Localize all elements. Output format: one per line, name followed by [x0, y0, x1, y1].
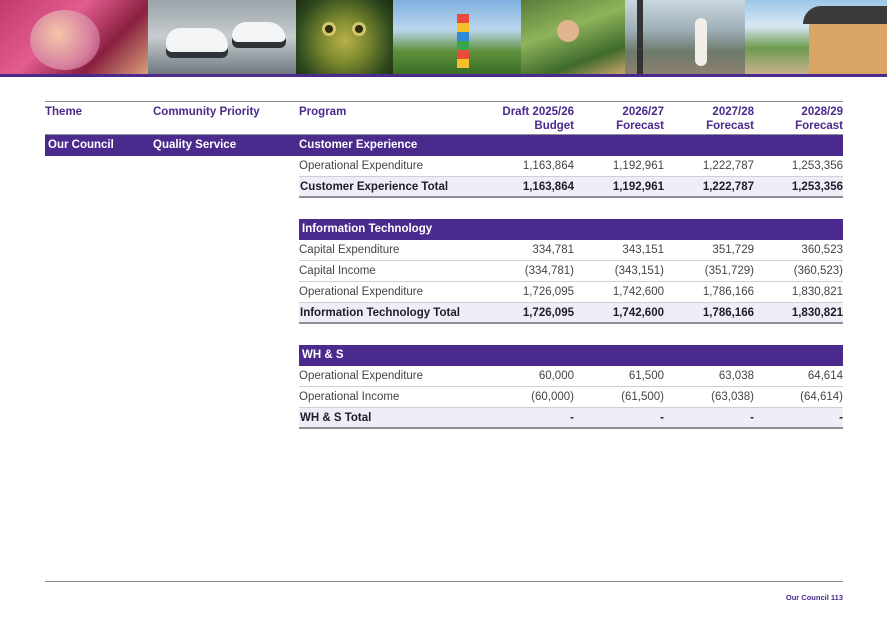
- total-row-customer-experience: [299, 177, 843, 198]
- value-2026-forecast: (343,151): [614, 265, 664, 277]
- total-2027-forecast: 1,786,166: [702, 307, 754, 319]
- column-header-2026-line1: 2026/27: [622, 106, 664, 118]
- column-header-2028-line1: 2028/29: [801, 106, 843, 118]
- value-draft-budget: (60,000): [531, 391, 574, 403]
- column-header-theme: Theme: [45, 106, 83, 118]
- value-2028-forecast: (360,523): [793, 265, 843, 277]
- community-gardening-photo: [521, 0, 625, 74]
- cafe-building-photo: [745, 0, 887, 74]
- column-header-2028-forecast: [754, 105, 843, 133]
- table-row: [299, 387, 843, 408]
- value-2027-forecast: 1,222,787: [702, 160, 754, 172]
- row-label: Operational Expenditure: [299, 286, 424, 298]
- total-label: WH & S Total: [300, 412, 372, 424]
- value-2028-forecast: (64,614): [800, 391, 843, 403]
- total-2026-forecast: 1,192,961: [612, 181, 664, 193]
- program-label-customer-experience: Customer Experience: [299, 139, 418, 151]
- community-priority-label: Quality Service: [153, 139, 237, 151]
- value-draft-budget: 334,781: [532, 244, 574, 256]
- column-header-program: Program: [299, 106, 347, 118]
- total-2026-forecast: -: [660, 412, 664, 424]
- column-header-2026-line2: Forecast: [616, 120, 664, 132]
- column-header-community-priority: Community Priority: [153, 106, 260, 118]
- header-photo-strip: [0, 0, 887, 74]
- row-label: Operational Income: [299, 391, 400, 403]
- row-label: Capital Expenditure: [299, 244, 400, 256]
- total-row-whs: [299, 408, 843, 429]
- section-bar-whs: [299, 345, 843, 366]
- column-header-draft-line2: Budget: [534, 120, 574, 132]
- header-accent-band: [0, 74, 887, 77]
- footer-rule: [45, 581, 843, 582]
- total-label: Customer Experience Total: [300, 181, 449, 193]
- value-draft-budget: (334,781): [524, 265, 574, 277]
- row-label: Operational Expenditure: [299, 160, 424, 172]
- total-2026-forecast: 1,742,600: [612, 307, 664, 319]
- row-label: Operational Expenditure: [299, 370, 424, 382]
- total-draft-budget: 1,726,095: [522, 307, 574, 319]
- column-header-2027-line1: 2027/28: [712, 106, 754, 118]
- column-header-2027-forecast: [664, 105, 754, 133]
- value-2027-forecast: 1,786,166: [702, 286, 754, 298]
- value-2028-forecast: 64,614: [807, 370, 843, 382]
- value-2027-forecast: 351,729: [712, 244, 754, 256]
- value-2027-forecast: 63,038: [718, 370, 754, 382]
- value-2027-forecast: (351,729): [704, 265, 754, 277]
- value-2028-forecast: 360,523: [801, 244, 843, 256]
- value-2026-forecast: 343,151: [622, 244, 664, 256]
- total-draft-budget: -: [570, 412, 574, 424]
- electric-cars-carpark-photo: [148, 0, 296, 74]
- column-header-draft-line1: Draft 2025/26: [502, 106, 574, 118]
- column-header-2027-line2: Forecast: [706, 120, 754, 132]
- total-label: Information Technology Total: [300, 307, 460, 319]
- program-label-whs: WH & S: [302, 349, 344, 361]
- table-row: [299, 240, 843, 261]
- section-bar-information-technology: [299, 219, 843, 240]
- value-2028-forecast: 1,253,356: [791, 160, 843, 172]
- page-footer: Our Council 113: [785, 593, 843, 602]
- row-label: Capital Income: [299, 265, 376, 277]
- frog-closeup-photo: [296, 0, 393, 74]
- value-draft-budget: 1,726,095: [522, 286, 574, 298]
- children-in-play-pod-photo: [0, 0, 148, 74]
- total-2027-forecast: 1,222,787: [702, 181, 754, 193]
- value-2026-forecast: (61,500): [621, 391, 664, 403]
- total-row-information-technology: [299, 303, 843, 324]
- table-row: [299, 366, 843, 387]
- family-playground-photo: [393, 0, 521, 74]
- table-top-rule: [45, 101, 843, 102]
- value-2028-forecast: 1,830,821: [791, 286, 843, 298]
- column-header-draft-budget: [479, 105, 574, 133]
- section-bar-customer-experience: [45, 135, 843, 156]
- value-2026-forecast: 1,192,961: [612, 160, 664, 172]
- table-row: [299, 261, 843, 282]
- value-draft-budget: 1,163,864: [522, 160, 574, 172]
- column-header-2028-line2: Forecast: [795, 120, 843, 132]
- total-2028-forecast: 1,830,821: [791, 307, 843, 319]
- total-2028-forecast: -: [839, 412, 843, 424]
- street-pedestrians-photo: [625, 0, 745, 74]
- table-row: [299, 156, 843, 177]
- value-draft-budget: 60,000: [538, 370, 574, 382]
- column-header-2026-forecast: [574, 105, 664, 133]
- total-2028-forecast: 1,253,356: [791, 181, 843, 193]
- value-2026-forecast: 61,500: [628, 370, 664, 382]
- total-draft-budget: 1,163,864: [522, 181, 574, 193]
- total-2027-forecast: -: [750, 412, 754, 424]
- table-row: [299, 282, 843, 303]
- program-label-information-technology: Information Technology: [302, 223, 433, 235]
- theme-label: Our Council: [48, 139, 114, 151]
- value-2027-forecast: (63,038): [711, 391, 754, 403]
- value-2026-forecast: 1,742,600: [612, 286, 664, 298]
